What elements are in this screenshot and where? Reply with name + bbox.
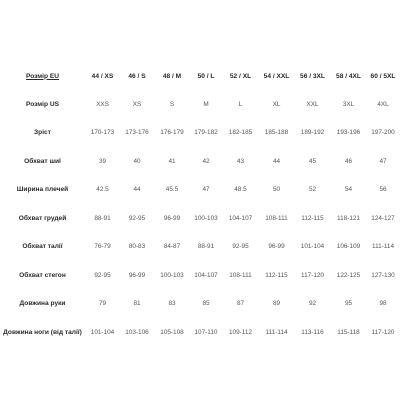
table-cell: XXS xyxy=(96,100,109,108)
table-cell: 101-104 xyxy=(300,243,325,251)
table-cell: 54 xyxy=(344,186,353,194)
table-row xyxy=(0,90,400,119)
table-cell: 47 xyxy=(379,157,387,165)
size-column-header: 54 / XXL xyxy=(263,72,290,80)
size-column-header: 60 / 5XL xyxy=(370,72,396,80)
table-row xyxy=(0,290,400,319)
size-chart-table xyxy=(0,62,400,347)
table-row xyxy=(0,261,400,290)
table-cell: 84-87 xyxy=(163,243,181,251)
table-cell: 92 xyxy=(308,300,317,308)
table-cell: 79 xyxy=(98,300,107,308)
table-cell: XS xyxy=(132,100,142,108)
size-column-header: 58 / 4XL xyxy=(336,72,361,80)
row-label: Зріст xyxy=(34,129,51,137)
table-cell: 117-120 xyxy=(371,328,395,336)
table-cell: 103-106 xyxy=(125,328,149,336)
table-cell: 118-121 xyxy=(337,214,360,222)
table-cell: M xyxy=(203,100,209,108)
size-column-header: 48 / M xyxy=(162,72,182,80)
table-cell: 104-107 xyxy=(228,214,253,222)
table-cell: 92-95 xyxy=(232,243,249,251)
table-row xyxy=(0,176,400,205)
table-cell: 111-114 xyxy=(371,243,395,251)
table-cell: 92-95 xyxy=(128,214,146,222)
table-cell: 112-115 xyxy=(301,214,324,222)
row-label: Обхват стегон xyxy=(19,271,66,279)
table-cell: 104-107 xyxy=(194,271,218,279)
header-row xyxy=(0,62,400,90)
table-cell: 189-192 xyxy=(300,129,325,137)
table-cell: L xyxy=(238,100,243,108)
table-cell: 39 xyxy=(98,157,107,165)
table-row xyxy=(0,147,400,176)
table-cell: 44 xyxy=(272,157,281,165)
table-cell: 83 xyxy=(168,300,176,308)
table-row xyxy=(0,318,400,347)
size-column-header: 52 / XL xyxy=(229,72,252,80)
table-cell: S xyxy=(169,100,175,108)
table-cell: 80-83 xyxy=(128,243,146,251)
table-cell: 127-130 xyxy=(371,271,395,279)
table-cell: 113-116 xyxy=(301,328,324,336)
table-cell: 52 xyxy=(308,186,317,194)
size-column-header: 44 / XS xyxy=(91,72,114,80)
table-cell: 96-99 xyxy=(268,243,285,251)
table-cell: 42 xyxy=(202,157,210,165)
table-cell: 89 xyxy=(272,300,281,308)
table-row xyxy=(0,233,400,262)
table-cell: 88-91 xyxy=(197,243,215,251)
table-cell: XXL xyxy=(306,100,319,108)
table-cell: 124-127 xyxy=(371,214,395,222)
table-cell: 45 xyxy=(308,157,317,165)
table-cell: 108-111 xyxy=(265,214,288,222)
table-cell: 105-108 xyxy=(160,328,184,336)
table-cell: 95 xyxy=(344,300,353,308)
table-cell: 112-115 xyxy=(265,271,288,279)
table-cell: 100-103 xyxy=(194,214,218,222)
table-row xyxy=(0,204,400,233)
row-label: Обхват талії xyxy=(22,243,63,251)
table-cell: 44 xyxy=(133,186,141,194)
row-label: Довжина ноги (від талії) xyxy=(3,328,82,336)
table-cell: 88-91 xyxy=(94,214,111,222)
table-cell: 3XL xyxy=(342,100,355,108)
size-column-header: 50 / L xyxy=(197,72,215,80)
row-label: Ширина плечей xyxy=(16,186,69,194)
size-column-header: 46 / S xyxy=(128,72,146,80)
table-cell: 40 xyxy=(133,157,141,165)
table-cell: 43 xyxy=(236,157,245,165)
table-cell: 45.5 xyxy=(165,186,179,194)
table-cell: 42.5 xyxy=(96,186,109,194)
table-cell: 111-114 xyxy=(265,328,288,336)
table-cell: 92-95 xyxy=(94,271,111,279)
table-cell: 107-110 xyxy=(194,328,218,336)
table-cell: 193-196 xyxy=(336,129,361,137)
table-cell: 85 xyxy=(202,300,210,308)
table-cell: 76-79 xyxy=(94,243,111,251)
table-cell: 117-120 xyxy=(301,271,324,279)
table-cell: 56 xyxy=(379,186,387,194)
table-cell: 101-104 xyxy=(90,328,115,336)
corner-label: Розмір EU xyxy=(25,72,60,80)
table-cell: 185-188 xyxy=(264,129,289,137)
table-cell: 122-125 xyxy=(336,271,361,279)
row-label: Обхват шиї xyxy=(24,157,61,165)
size-column-header: 56 / 3XL xyxy=(300,72,325,80)
table-cell: 115-118 xyxy=(337,328,360,336)
table-cell: XL xyxy=(272,100,281,108)
table-cell: 173-176 xyxy=(125,129,149,137)
table-cell: 106-109 xyxy=(336,243,361,251)
table-cell: 41 xyxy=(168,157,176,165)
table-cell: 108-111 xyxy=(229,271,252,279)
table-cell: 197-200 xyxy=(371,129,395,137)
table-cell: 87 xyxy=(236,300,245,308)
table-cell: 48.5 xyxy=(234,186,247,194)
table-cell: 4XL xyxy=(377,100,389,108)
table-row xyxy=(0,119,400,148)
row-label: Довжина руки xyxy=(19,300,66,308)
table-cell: 170-173 xyxy=(90,129,115,137)
table-cell: 100-103 xyxy=(160,271,184,279)
table-cell: 179-182 xyxy=(194,129,218,137)
table-cell: 96-99 xyxy=(128,271,146,279)
table-cell: 81 xyxy=(133,300,141,308)
table-cell: 96-99 xyxy=(163,214,181,222)
row-label: Розмір US xyxy=(25,100,60,108)
table-cell: 98 xyxy=(379,300,387,308)
table-cell: 46 xyxy=(344,157,353,165)
table-cell: 176-179 xyxy=(160,129,184,137)
table-cell: 50 xyxy=(272,186,281,194)
table-cell: 182-185 xyxy=(228,129,253,137)
table-cell: 109-112 xyxy=(229,328,252,336)
row-label: Обхват грудей xyxy=(18,214,67,222)
table-cell: 47 xyxy=(202,186,210,194)
